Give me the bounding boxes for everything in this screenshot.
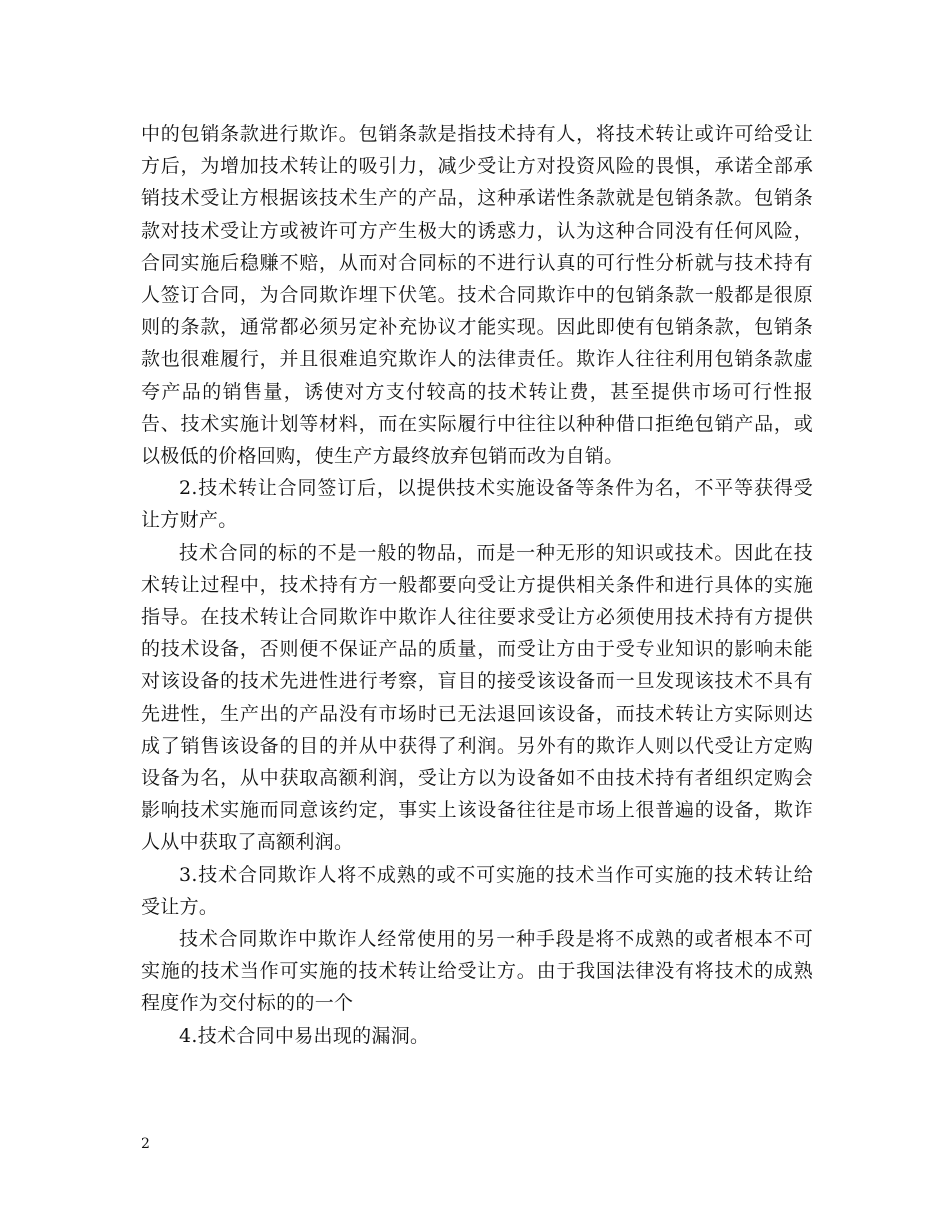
paragraph: 技术合同欺诈中欺诈人经常使用的另一种手段是将不成熟的或者根本不可实施的技术当作可实施的技术转让给受让方。由于我国法律没有将技术的成熟程度作为交付标的的一个	[141, 928, 813, 1015]
body-text	[141, 118, 813, 1052]
paragraph-heading: 2.技术转让合同签订后，以提供技术实施设备等条件为名，不平等获得受让方财产。	[141, 477, 813, 532]
paragraph-heading: 4.技术合同中易出现的漏洞。	[179, 1024, 430, 1047]
paragraph-heading: 3.技术合同欺诈人将不成熟的或不可实施的技术当作可实施的技术转让给受让方。	[141, 863, 813, 918]
page-number: 2	[141, 1136, 150, 1152]
paragraph: 技术合同的标的不是一般的物品，而是一种无形的知识或技术。因此在技术转让过程中，技术持有方一般都要向受让方提供相关条件和进行具体的实施指导。在技术转让合同欺诈中欺诈人往往要求受让方必须使用技术持有方提供的技术设备，否则便不保证产品的质量，而受让方由于受专业知识的影响未能对该设备的技术先进性进行考察，盲目的接受该设备而一旦发现该技术不具有先进性，生产出的产品没有市场时已无法退回该设备，而技术转让方实际则达成了销售该设备的目的并从中获得了利润。另外有的欺诈人则以代受让方定购设备为名，从中获取高额利润，受让方以为设备如不由技术持有者组织定购会影响技术实施而同意该约定，事实上该设备往往是市场上很普遍的设备，欺诈人从中获取了高额利润。	[141, 541, 813, 854]
paragraph: 中的包销条款进行欺诈。包销条款是指技术持有人，将技术转让或许可给受让方后，为增加技术转让的吸引力，减少受让方对投资风险的畏惧，承诺全部承销技术受让方根据该技术生产的产品，这种承诺性条款就是包销条款。包销条款对技术受让方或被许可方产生极大的诱惑力，认为这种合同没有任何风险，合同实施后稳赚不赔，从而对合同标的不进行认真的可行性分析就与技术持有人签订合同，为合同欺诈埋下伏笔。技术合同欺诈中的包销条款一般都是很原则的条款，通常都必须另定补充协议才能实现。因此即使有包销条款，包销条款也很难履行，并且很难追究欺诈人的法律责任。欺诈人往往利用包销条款虚夸产品的销售量，诱使对方支付较高的技术转让费，甚至提供市场可行性报告、技术实施计划等材料，而在实际履行中往往以种种借口拒绝包销产品，或以极低的价格回购，使生产方最终放弃包销而改为自销。	[141, 123, 813, 468]
